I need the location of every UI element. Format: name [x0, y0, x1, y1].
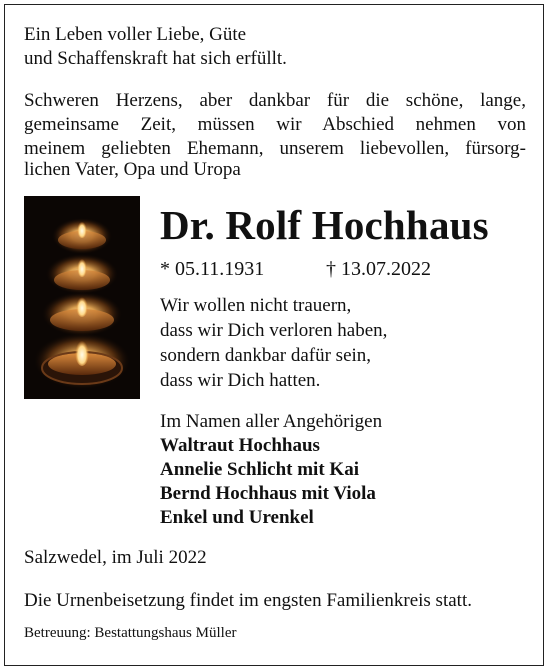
mourner-name: Enkel und Urenkel	[160, 507, 314, 528]
mourner-name: Bernd Hochhaus mit Viola	[160, 483, 376, 504]
poem-line-2: dass wir Dich verloren haben,	[160, 320, 388, 341]
place-date: Salzwedel, im Juli 2022	[24, 547, 207, 568]
birth-date: * 05.11.1931	[160, 258, 265, 280]
poem-line-4: dass wir Dich hatten.	[160, 370, 321, 391]
announcement-line-3: meinem geliebten Ehemann, unserem liebevollen, fürsorg-	[24, 138, 526, 159]
undertaker-credit: Betreuung: Bestattungshaus Müller	[24, 625, 237, 641]
burial-note: Die Urnenbeisetzung findet im engsten Familienkreis statt.	[24, 590, 472, 611]
candles-photo	[24, 196, 140, 399]
candles-image	[24, 196, 140, 399]
announcement-line-2: gemeinsame Zeit, müssen wir Abschied nehmen von	[24, 114, 526, 135]
deceased-name: Dr. Rolf Hochhaus	[160, 202, 489, 248]
intro-line-1: Ein Leben voller Liebe, Güte	[24, 24, 247, 45]
announcement-line-4: lichen Vater, Opa und Uropa	[24, 159, 241, 180]
intro-line-2: und Schaffenskraft hat sich erfüllt.	[24, 48, 287, 69]
mourners-intro: Im Namen aller Angehörigen	[160, 411, 383, 432]
mourner-name: Annelie Schlicht mit Kai	[160, 459, 359, 480]
poem-line-1: Wir wollen nicht trauern,	[160, 295, 352, 316]
death-date: † 13.07.2022	[326, 258, 431, 280]
mourner-name: Waltraut Hochhaus	[160, 435, 320, 456]
poem-line-3: sondern dankbar dafür sein,	[160, 345, 372, 366]
announcement-line-1: Schweren Herzens, aber dankbar für die schöne, lange,	[24, 90, 526, 111]
